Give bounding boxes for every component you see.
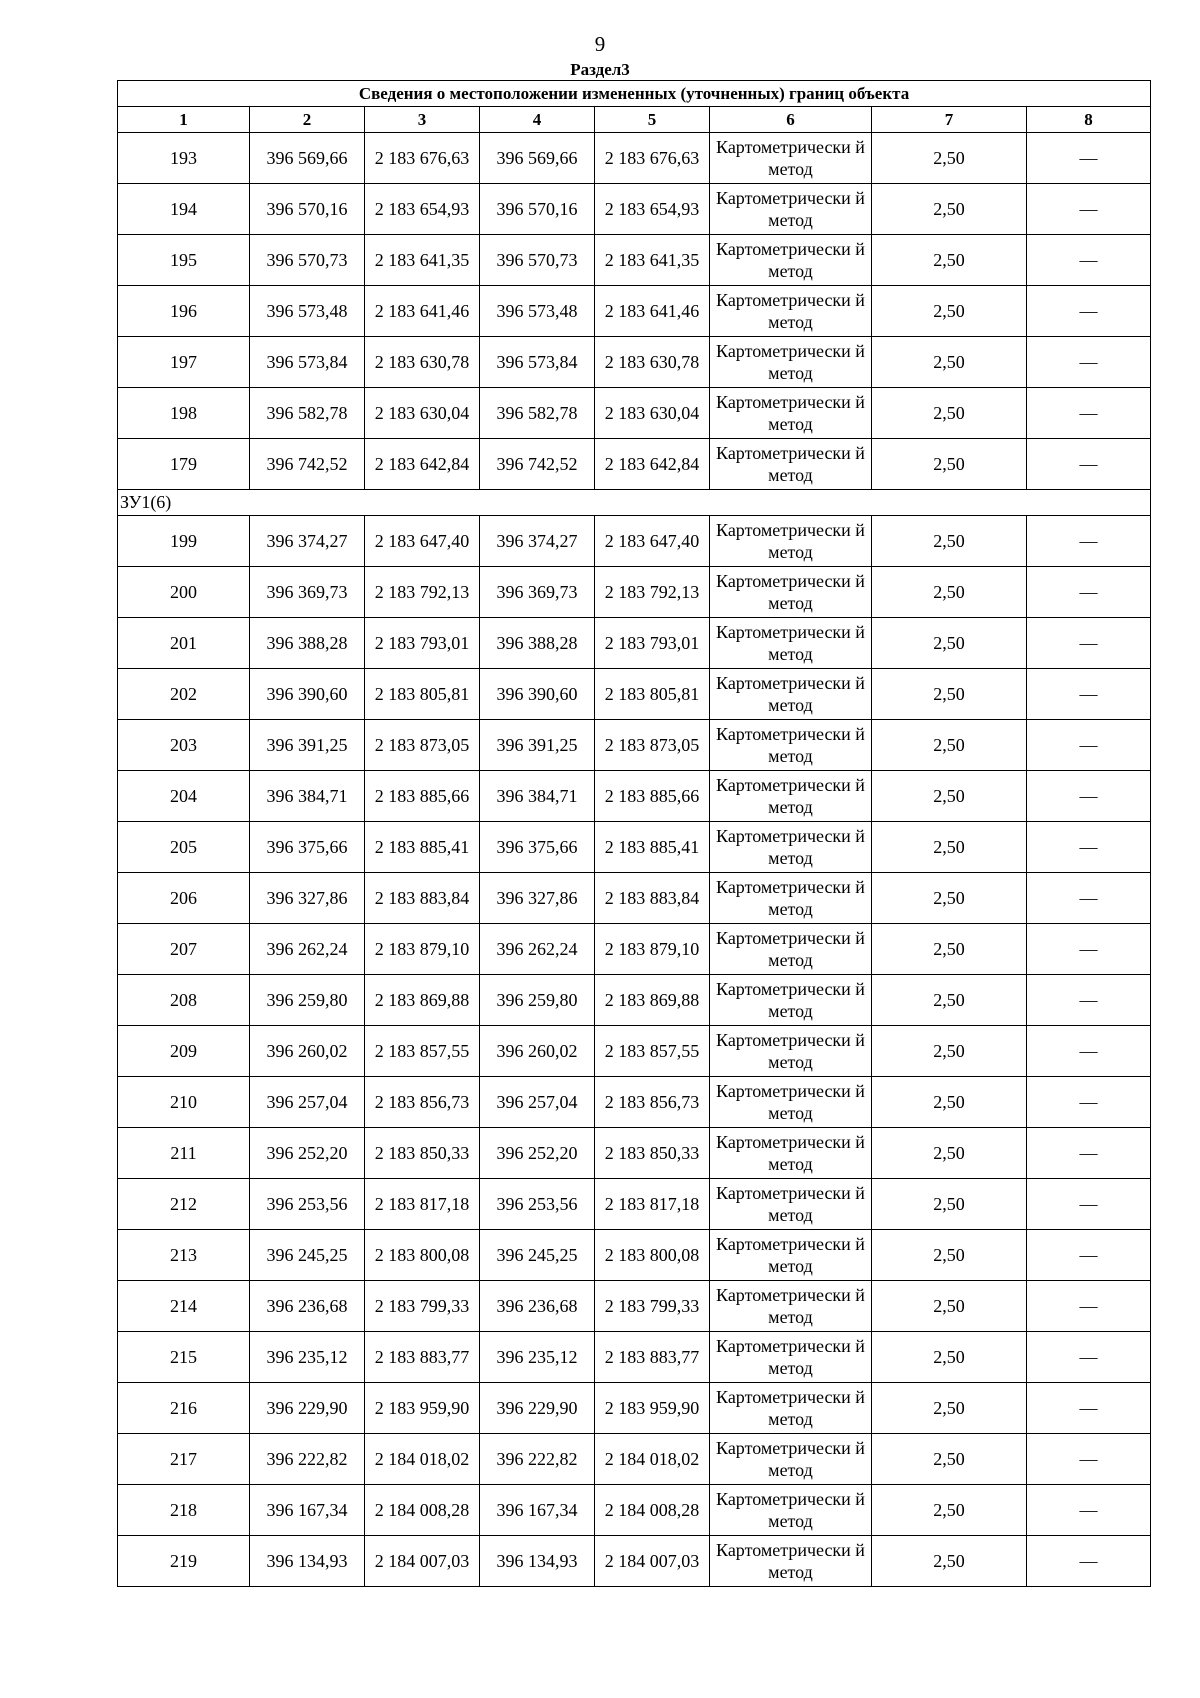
accuracy-cell: 2,50 [872, 822, 1027, 873]
method-cell: Картометрически й метод [710, 1026, 872, 1077]
description-cell: — [1027, 1281, 1151, 1332]
table-row [118, 975, 1151, 1026]
table-row [118, 1128, 1151, 1179]
refined-y-cell: 2 183 883,84 [595, 873, 710, 924]
refined-x-cell: 396 582,78 [480, 388, 595, 439]
existing-x-cell: 396 260,02 [250, 1026, 365, 1077]
refined-y-cell: 2 183 641,46 [595, 286, 710, 337]
refined-y-cell: 2 183 869,88 [595, 975, 710, 1026]
description-cell: — [1027, 184, 1151, 235]
column-number: 8 [1027, 107, 1151, 133]
refined-x-cell: 396 236,68 [480, 1281, 595, 1332]
boundary-coordinates-table [117, 80, 1151, 1587]
table-row [118, 1179, 1151, 1230]
table-caption: Сведения о местоположении измененных (уточненных) границ объекта [118, 81, 1151, 107]
table-row [118, 669, 1151, 720]
refined-y-cell: 2 183 800,08 [595, 1230, 710, 1281]
point-number-cell: 211 [118, 1128, 250, 1179]
point-number-cell: 207 [118, 924, 250, 975]
table-body [118, 133, 1151, 1587]
description-cell: — [1027, 388, 1151, 439]
table-row [118, 1485, 1151, 1536]
accuracy-cell: 2,50 [872, 133, 1027, 184]
point-number-cell: 218 [118, 1485, 250, 1536]
table-row [118, 1230, 1151, 1281]
existing-x-cell: 396 222,82 [250, 1434, 365, 1485]
refined-y-cell: 2 183 654,93 [595, 184, 710, 235]
refined-x-cell: 396 134,93 [480, 1536, 595, 1587]
method-cell: Картометрически й метод [710, 235, 872, 286]
point-number-cell: 205 [118, 822, 250, 873]
table-row [118, 235, 1151, 286]
existing-y-cell: 2 183 850,33 [365, 1128, 480, 1179]
refined-y-cell: 2 183 793,01 [595, 618, 710, 669]
method-cell: Картометрически й метод [710, 1332, 872, 1383]
method-cell: Картометрически й метод [710, 771, 872, 822]
description-cell: — [1027, 516, 1151, 567]
accuracy-cell: 2,50 [872, 618, 1027, 669]
existing-y-cell: 2 184 018,02 [365, 1434, 480, 1485]
description-cell: — [1027, 1536, 1151, 1587]
refined-y-cell: 2 183 799,33 [595, 1281, 710, 1332]
refined-y-cell: 2 183 879,10 [595, 924, 710, 975]
description-cell: — [1027, 133, 1151, 184]
accuracy-cell: 2,50 [872, 1383, 1027, 1434]
group-row [118, 490, 1151, 516]
table-row [118, 337, 1151, 388]
column-number: 3 [365, 107, 480, 133]
refined-y-cell: 2 183 630,04 [595, 388, 710, 439]
existing-x-cell: 396 573,84 [250, 337, 365, 388]
table-row [118, 873, 1151, 924]
description-cell: — [1027, 439, 1151, 490]
refined-y-cell: 2 183 885,66 [595, 771, 710, 822]
table-row [118, 388, 1151, 439]
existing-y-cell: 2 183 873,05 [365, 720, 480, 771]
accuracy-cell: 2,50 [872, 669, 1027, 720]
existing-x-cell: 396 582,78 [250, 388, 365, 439]
method-cell: Картометрически й метод [710, 1434, 872, 1485]
description-cell: — [1027, 567, 1151, 618]
description-cell: — [1027, 822, 1151, 873]
accuracy-cell: 2,50 [872, 924, 1027, 975]
existing-x-cell: 396 369,73 [250, 567, 365, 618]
refined-x-cell: 396 388,28 [480, 618, 595, 669]
description-cell: — [1027, 1179, 1151, 1230]
refined-y-cell: 2 183 873,05 [595, 720, 710, 771]
refined-x-cell: 396 573,84 [480, 337, 595, 388]
description-cell: — [1027, 1026, 1151, 1077]
description-cell: — [1027, 873, 1151, 924]
existing-y-cell: 2 183 641,35 [365, 235, 480, 286]
method-cell: Картометрически й метод [710, 133, 872, 184]
existing-y-cell: 2 183 792,13 [365, 567, 480, 618]
existing-y-cell: 2 183 630,78 [365, 337, 480, 388]
description-cell: — [1027, 1485, 1151, 1536]
refined-x-cell: 396 570,73 [480, 235, 595, 286]
point-number-cell: 202 [118, 669, 250, 720]
point-number-cell: 197 [118, 337, 250, 388]
refined-x-cell: 396 235,12 [480, 1332, 595, 1383]
point-number-cell: 194 [118, 184, 250, 235]
table-row [118, 184, 1151, 235]
existing-x-cell: 396 569,66 [250, 133, 365, 184]
accuracy-cell: 2,50 [872, 1332, 1027, 1383]
existing-x-cell: 396 390,60 [250, 669, 365, 720]
description-cell: — [1027, 720, 1151, 771]
page-number: 9 [594, 32, 606, 56]
existing-y-cell: 2 183 630,04 [365, 388, 480, 439]
point-number-cell: 199 [118, 516, 250, 567]
accuracy-cell: 2,50 [872, 337, 1027, 388]
accuracy-cell: 2,50 [872, 1179, 1027, 1230]
method-cell: Картометрически й метод [710, 286, 872, 337]
existing-y-cell: 2 183 676,63 [365, 133, 480, 184]
point-number-cell: 215 [118, 1332, 250, 1383]
refined-y-cell: 2 183 792,13 [595, 567, 710, 618]
table-row [118, 1077, 1151, 1128]
refined-x-cell: 396 222,82 [480, 1434, 595, 1485]
existing-y-cell: 2 183 879,10 [365, 924, 480, 975]
column-number: 5 [595, 107, 710, 133]
description-cell: — [1027, 337, 1151, 388]
existing-y-cell: 2 183 857,55 [365, 1026, 480, 1077]
existing-x-cell: 396 229,90 [250, 1383, 365, 1434]
refined-x-cell: 396 569,66 [480, 133, 595, 184]
existing-x-cell: 396 252,20 [250, 1128, 365, 1179]
column-number: 2 [250, 107, 365, 133]
point-number-cell: 193 [118, 133, 250, 184]
existing-y-cell: 2 183 647,40 [365, 516, 480, 567]
refined-x-cell: 396 369,73 [480, 567, 595, 618]
existing-y-cell: 2 183 869,88 [365, 975, 480, 1026]
method-cell: Картометрически й метод [710, 1536, 872, 1587]
existing-x-cell: 396 384,71 [250, 771, 365, 822]
accuracy-cell: 2,50 [872, 1434, 1027, 1485]
existing-x-cell: 396 236,68 [250, 1281, 365, 1332]
existing-x-cell: 396 262,24 [250, 924, 365, 975]
point-number-cell: 206 [118, 873, 250, 924]
point-number-cell: 214 [118, 1281, 250, 1332]
existing-x-cell: 396 327,86 [250, 873, 365, 924]
refined-y-cell: 2 183 857,55 [595, 1026, 710, 1077]
refined-y-cell: 2 184 008,28 [595, 1485, 710, 1536]
method-cell: Картометрически й метод [710, 873, 872, 924]
description-cell: — [1027, 975, 1151, 1026]
refined-y-cell: 2 183 647,40 [595, 516, 710, 567]
existing-x-cell: 396 570,16 [250, 184, 365, 235]
existing-x-cell: 396 167,34 [250, 1485, 365, 1536]
existing-y-cell: 2 183 883,77 [365, 1332, 480, 1383]
existing-y-cell: 2 183 642,84 [365, 439, 480, 490]
refined-y-cell: 2 183 856,73 [595, 1077, 710, 1128]
refined-x-cell: 396 262,24 [480, 924, 595, 975]
point-number-cell: 209 [118, 1026, 250, 1077]
description-cell: — [1027, 924, 1151, 975]
refined-x-cell: 396 327,86 [480, 873, 595, 924]
description-cell: — [1027, 1434, 1151, 1485]
accuracy-cell: 2,50 [872, 1485, 1027, 1536]
method-cell: Картометрически й метод [710, 669, 872, 720]
existing-y-cell: 2 183 817,18 [365, 1179, 480, 1230]
point-number-cell: 195 [118, 235, 250, 286]
description-cell: — [1027, 1230, 1151, 1281]
point-number-cell: 204 [118, 771, 250, 822]
refined-y-cell: 2 183 850,33 [595, 1128, 710, 1179]
refined-x-cell: 396 229,90 [480, 1383, 595, 1434]
accuracy-cell: 2,50 [872, 286, 1027, 337]
existing-y-cell: 2 183 959,90 [365, 1383, 480, 1434]
table-row [118, 720, 1151, 771]
method-cell: Картометрически й метод [710, 720, 872, 771]
accuracy-cell: 2,50 [872, 771, 1027, 822]
refined-y-cell: 2 183 630,78 [595, 337, 710, 388]
existing-y-cell: 2 183 799,33 [365, 1281, 480, 1332]
existing-x-cell: 396 391,25 [250, 720, 365, 771]
method-cell: Картометрически й метод [710, 439, 872, 490]
table-row [118, 1383, 1151, 1434]
existing-x-cell: 396 134,93 [250, 1536, 365, 1587]
point-number-cell: 212 [118, 1179, 250, 1230]
point-number-cell: 210 [118, 1077, 250, 1128]
point-number-cell: 179 [118, 439, 250, 490]
description-cell: — [1027, 235, 1151, 286]
existing-x-cell: 396 235,12 [250, 1332, 365, 1383]
refined-y-cell: 2 183 676,63 [595, 133, 710, 184]
accuracy-cell: 2,50 [872, 975, 1027, 1026]
refined-y-cell: 2 183 885,41 [595, 822, 710, 873]
method-cell: Картометрически й метод [710, 1383, 872, 1434]
table-row [118, 133, 1151, 184]
refined-x-cell: 396 573,48 [480, 286, 595, 337]
refined-x-cell: 396 391,25 [480, 720, 595, 771]
accuracy-cell: 2,50 [872, 873, 1027, 924]
method-cell: Картометрически й метод [710, 388, 872, 439]
point-number-cell: 216 [118, 1383, 250, 1434]
column-number: 4 [480, 107, 595, 133]
method-cell: Картометрически й метод [710, 822, 872, 873]
existing-x-cell: 396 573,48 [250, 286, 365, 337]
existing-x-cell: 396 375,66 [250, 822, 365, 873]
method-cell: Картометрически й метод [710, 1128, 872, 1179]
description-cell: — [1027, 1077, 1151, 1128]
point-number-cell: 203 [118, 720, 250, 771]
existing-y-cell: 2 183 800,08 [365, 1230, 480, 1281]
method-cell: Картометрически й метод [710, 516, 872, 567]
method-cell: Картометрически й метод [710, 924, 872, 975]
refined-y-cell: 2 184 018,02 [595, 1434, 710, 1485]
refined-x-cell: 396 390,60 [480, 669, 595, 720]
table-row [118, 771, 1151, 822]
existing-y-cell: 2 183 641,46 [365, 286, 480, 337]
accuracy-cell: 2,50 [872, 388, 1027, 439]
method-cell: Картометрически й метод [710, 1230, 872, 1281]
existing-x-cell: 396 257,04 [250, 1077, 365, 1128]
description-cell: — [1027, 618, 1151, 669]
description-cell: — [1027, 669, 1151, 720]
table-row [118, 516, 1151, 567]
column-number: 6 [710, 107, 872, 133]
existing-x-cell: 396 245,25 [250, 1230, 365, 1281]
method-cell: Картометрически й метод [710, 184, 872, 235]
existing-y-cell: 2 184 008,28 [365, 1485, 480, 1536]
accuracy-cell: 2,50 [872, 184, 1027, 235]
refined-x-cell: 396 167,34 [480, 1485, 595, 1536]
description-cell: — [1027, 1383, 1151, 1434]
existing-x-cell: 396 570,73 [250, 235, 365, 286]
accuracy-cell: 2,50 [872, 1281, 1027, 1332]
point-number-cell: 219 [118, 1536, 250, 1587]
table-row [118, 567, 1151, 618]
existing-y-cell: 2 184 007,03 [365, 1536, 480, 1587]
method-cell: Картометрически й метод [710, 567, 872, 618]
refined-x-cell: 396 259,80 [480, 975, 595, 1026]
method-cell: Картометрически й метод [710, 1077, 872, 1128]
table-row [118, 1281, 1151, 1332]
method-cell: Картометрически й метод [710, 1485, 872, 1536]
point-number-cell: 201 [118, 618, 250, 669]
description-cell: — [1027, 1128, 1151, 1179]
existing-y-cell: 2 183 654,93 [365, 184, 480, 235]
column-number: 7 [872, 107, 1027, 133]
table-row [118, 1536, 1151, 1587]
refined-y-cell: 2 183 642,84 [595, 439, 710, 490]
refined-y-cell: 2 183 817,18 [595, 1179, 710, 1230]
refined-y-cell: 2 183 959,90 [595, 1383, 710, 1434]
table-row [118, 924, 1151, 975]
refined-x-cell: 396 375,66 [480, 822, 595, 873]
existing-x-cell: 396 742,52 [250, 439, 365, 490]
point-number-cell: 208 [118, 975, 250, 1026]
table-row [118, 1026, 1151, 1077]
accuracy-cell: 2,50 [872, 1077, 1027, 1128]
existing-x-cell: 396 259,80 [250, 975, 365, 1026]
existing-x-cell: 396 374,27 [250, 516, 365, 567]
point-number-cell: 196 [118, 286, 250, 337]
accuracy-cell: 2,50 [872, 720, 1027, 771]
accuracy-cell: 2,50 [872, 1026, 1027, 1077]
description-cell: — [1027, 286, 1151, 337]
refined-y-cell: 2 184 007,03 [595, 1536, 710, 1587]
accuracy-cell: 2,50 [872, 516, 1027, 567]
refined-x-cell: 396 253,56 [480, 1179, 595, 1230]
group-label: ЗУ1(6) [118, 490, 1151, 516]
refined-x-cell: 396 260,02 [480, 1026, 595, 1077]
method-cell: Картометрически й метод [710, 1281, 872, 1332]
accuracy-cell: 2,50 [872, 235, 1027, 286]
point-number-cell: 213 [118, 1230, 250, 1281]
refined-x-cell: 396 570,16 [480, 184, 595, 235]
existing-y-cell: 2 183 805,81 [365, 669, 480, 720]
existing-y-cell: 2 183 883,84 [365, 873, 480, 924]
existing-y-cell: 2 183 885,41 [365, 822, 480, 873]
table-row [118, 822, 1151, 873]
accuracy-cell: 2,50 [872, 1536, 1027, 1587]
method-cell: Картометрически й метод [710, 1179, 872, 1230]
existing-y-cell: 2 183 793,01 [365, 618, 480, 669]
description-cell: — [1027, 771, 1151, 822]
refined-y-cell: 2 183 641,35 [595, 235, 710, 286]
method-cell: Картометрически й метод [710, 337, 872, 388]
refined-x-cell: 396 374,27 [480, 516, 595, 567]
table-row [118, 1332, 1151, 1383]
method-cell: Картометрически й метод [710, 618, 872, 669]
refined-x-cell: 396 245,25 [480, 1230, 595, 1281]
accuracy-cell: 2,50 [872, 1128, 1027, 1179]
table-row [118, 1434, 1151, 1485]
point-number-cell: 217 [118, 1434, 250, 1485]
existing-x-cell: 396 388,28 [250, 618, 365, 669]
existing-y-cell: 2 183 856,73 [365, 1077, 480, 1128]
column-number: 1 [118, 107, 250, 133]
description-cell: — [1027, 1332, 1151, 1383]
existing-y-cell: 2 183 885,66 [365, 771, 480, 822]
table-row [118, 618, 1151, 669]
accuracy-cell: 2,50 [872, 567, 1027, 618]
accuracy-cell: 2,50 [872, 439, 1027, 490]
table-row [118, 439, 1151, 490]
existing-x-cell: 396 253,56 [250, 1179, 365, 1230]
refined-y-cell: 2 183 805,81 [595, 669, 710, 720]
refined-x-cell: 396 257,04 [480, 1077, 595, 1128]
table-row [118, 286, 1151, 337]
refined-x-cell: 396 384,71 [480, 771, 595, 822]
refined-y-cell: 2 183 883,77 [595, 1332, 710, 1383]
accuracy-cell: 2,50 [872, 1230, 1027, 1281]
method-cell: Картометрически й метод [710, 975, 872, 1026]
refined-x-cell: 396 252,20 [480, 1128, 595, 1179]
point-number-cell: 200 [118, 567, 250, 618]
point-number-cell: 198 [118, 388, 250, 439]
refined-x-cell: 396 742,52 [480, 439, 595, 490]
section-title: Раздел3 [570, 60, 630, 79]
